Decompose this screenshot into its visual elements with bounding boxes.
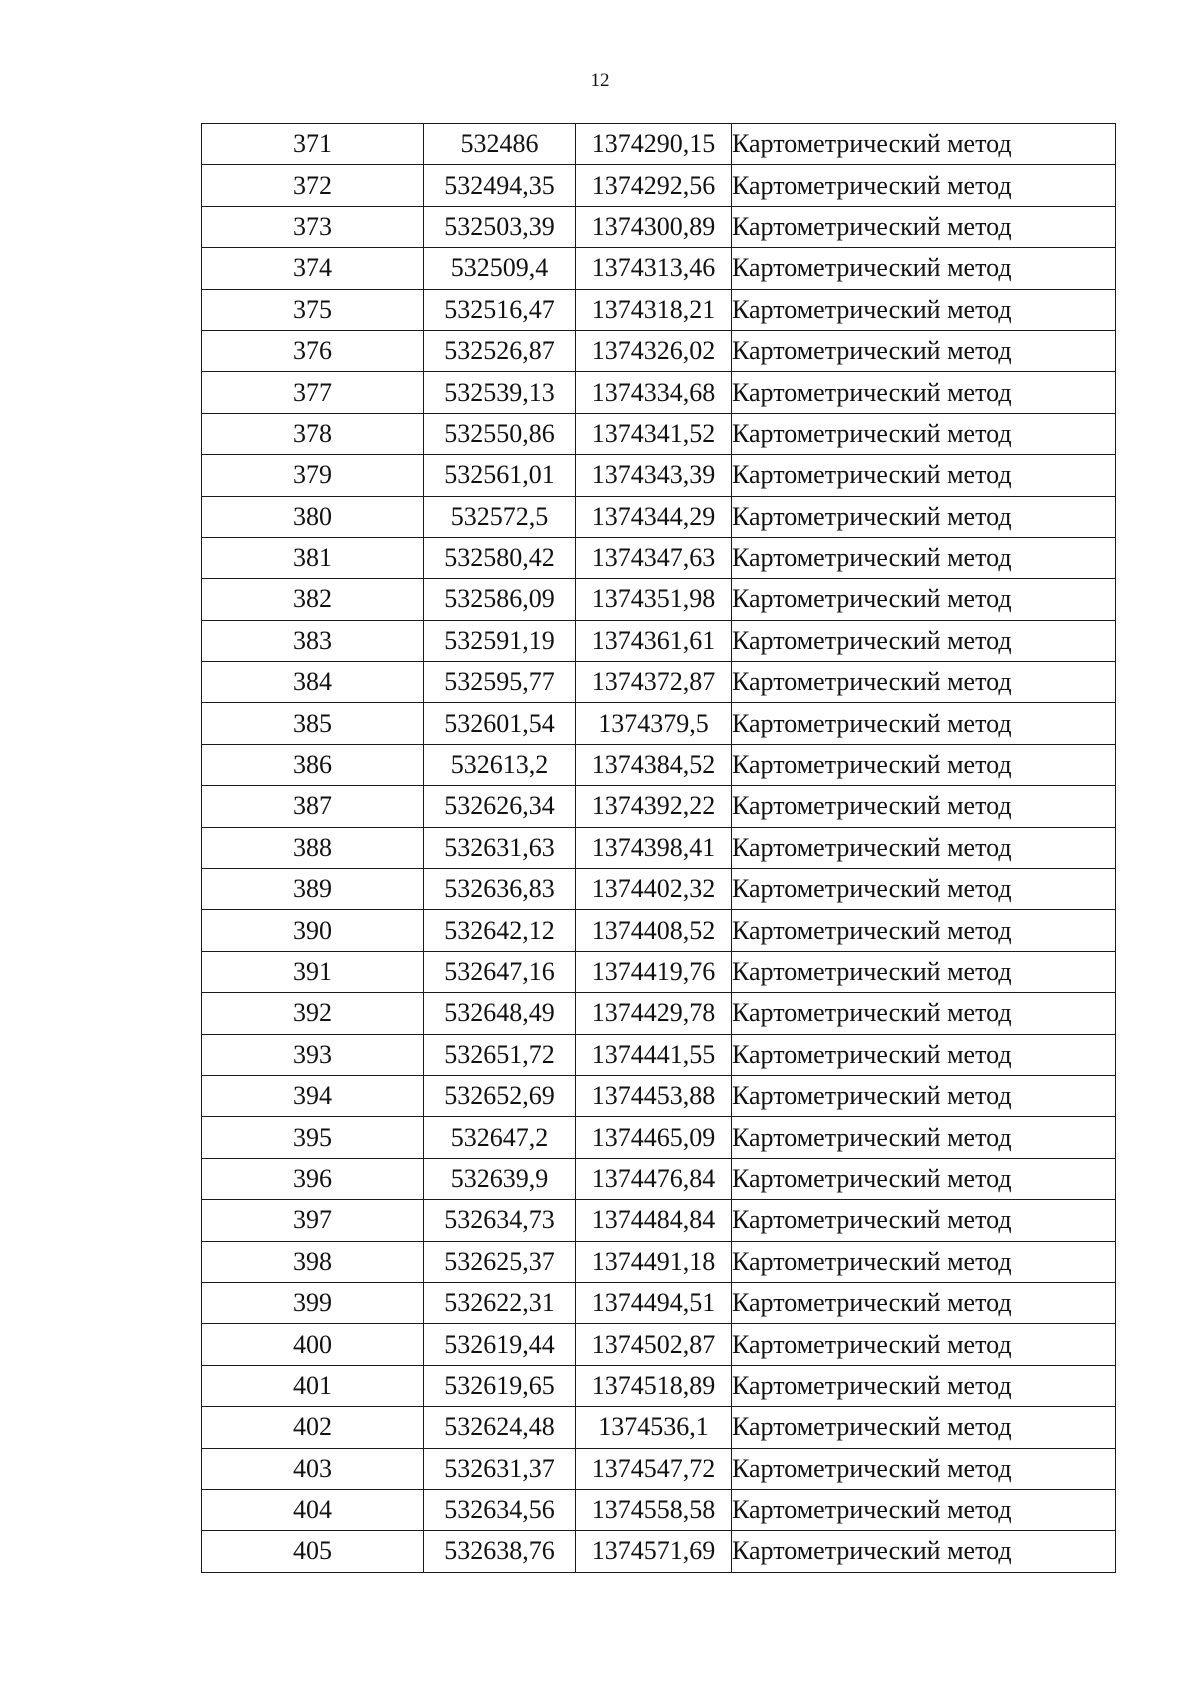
- y-coordinate-cell: 1374571,69: [576, 1531, 732, 1572]
- y-coordinate-cell: 1374372,87: [576, 662, 732, 703]
- coordinates-table-body: [202, 124, 1116, 1573]
- x-coordinate-cell: 532619,65: [424, 1365, 576, 1406]
- y-coordinate-cell: 1374290,15: [576, 124, 732, 165]
- x-coordinate-cell: 532631,37: [424, 1448, 576, 1489]
- table-row: [202, 744, 1116, 785]
- table-row: [202, 372, 1116, 413]
- x-coordinate-cell: 532561,01: [424, 455, 576, 496]
- table-row: [202, 165, 1116, 206]
- method-cell: Картометрический метод: [732, 993, 1116, 1034]
- method-cell: Картометрический метод: [732, 703, 1116, 744]
- y-coordinate-cell: 1374392,22: [576, 786, 732, 827]
- table-row: [202, 289, 1116, 330]
- x-coordinate-cell: 532647,2: [424, 1117, 576, 1158]
- point-number-cell: 371: [202, 124, 424, 165]
- table-row: [202, 1531, 1116, 1572]
- y-coordinate-cell: 1374292,56: [576, 165, 732, 206]
- y-coordinate-cell: 1374326,02: [576, 330, 732, 371]
- point-number-cell: 378: [202, 413, 424, 454]
- y-coordinate-cell: 1374408,52: [576, 910, 732, 951]
- point-number-cell: 373: [202, 206, 424, 247]
- x-coordinate-cell: 532486: [424, 124, 576, 165]
- method-cell: Картометрический метод: [732, 744, 1116, 785]
- y-coordinate-cell: 1374491,18: [576, 1241, 732, 1282]
- y-coordinate-cell: 1374402,32: [576, 869, 732, 910]
- x-coordinate-cell: 532580,42: [424, 537, 576, 578]
- y-coordinate-cell: 1374344,29: [576, 496, 732, 537]
- y-coordinate-cell: 1374341,52: [576, 413, 732, 454]
- point-number-cell: 382: [202, 579, 424, 620]
- point-number-cell: 372: [202, 165, 424, 206]
- method-cell: Картометрический метод: [732, 1489, 1116, 1530]
- table-row: [202, 869, 1116, 910]
- x-coordinate-cell: 532586,09: [424, 579, 576, 620]
- point-number-cell: 387: [202, 786, 424, 827]
- point-number-cell: 389: [202, 869, 424, 910]
- point-number-cell: 384: [202, 662, 424, 703]
- y-coordinate-cell: 1374343,39: [576, 455, 732, 496]
- table-row: [202, 330, 1116, 371]
- method-cell: Картометрический метод: [732, 455, 1116, 496]
- table-row: [202, 1200, 1116, 1241]
- point-number-cell: 402: [202, 1407, 424, 1448]
- table-row: [202, 910, 1116, 951]
- method-cell: Картометрический метод: [732, 413, 1116, 454]
- x-coordinate-cell: 532639,9: [424, 1158, 576, 1199]
- point-number-cell: 381: [202, 537, 424, 578]
- x-coordinate-cell: 532572,5: [424, 496, 576, 537]
- point-number-cell: 392: [202, 993, 424, 1034]
- method-cell: Картометрический метод: [732, 372, 1116, 413]
- method-cell: Картометрический метод: [732, 1034, 1116, 1075]
- method-cell: Картометрический метод: [732, 869, 1116, 910]
- method-cell: Картометрический метод: [732, 1282, 1116, 1323]
- method-cell: Картометрический метод: [732, 620, 1116, 661]
- table-row: [202, 662, 1116, 703]
- point-number-cell: 405: [202, 1531, 424, 1572]
- point-number-cell: 377: [202, 372, 424, 413]
- method-cell: Картометрический метод: [732, 496, 1116, 537]
- table-row: [202, 579, 1116, 620]
- x-coordinate-cell: 532595,77: [424, 662, 576, 703]
- x-coordinate-cell: 532651,72: [424, 1034, 576, 1075]
- y-coordinate-cell: 1374536,1: [576, 1407, 732, 1448]
- method-cell: Картометрический метод: [732, 910, 1116, 951]
- method-cell: Картометрический метод: [732, 165, 1116, 206]
- y-coordinate-cell: 1374379,5: [576, 703, 732, 744]
- method-cell: Картометрический метод: [732, 206, 1116, 247]
- method-cell: Картометрический метод: [732, 662, 1116, 703]
- method-cell: Картометрический метод: [732, 1158, 1116, 1199]
- table-row: [202, 1117, 1116, 1158]
- point-number-cell: 399: [202, 1282, 424, 1323]
- method-cell: Картометрический метод: [732, 579, 1116, 620]
- y-coordinate-cell: 1374313,46: [576, 248, 732, 289]
- table-row: [202, 1282, 1116, 1323]
- table-row: [202, 413, 1116, 454]
- point-number-cell: 374: [202, 248, 424, 289]
- method-cell: Картометрический метод: [732, 1448, 1116, 1489]
- table-row: [202, 1489, 1116, 1530]
- y-coordinate-cell: 1374476,84: [576, 1158, 732, 1199]
- method-cell: Картометрический метод: [732, 248, 1116, 289]
- method-cell: Картометрический метод: [732, 786, 1116, 827]
- table-row: [202, 620, 1116, 661]
- table-row: [202, 1158, 1116, 1199]
- method-cell: Картометрический метод: [732, 1365, 1116, 1406]
- x-coordinate-cell: 532636,83: [424, 869, 576, 910]
- y-coordinate-cell: 1374361,61: [576, 620, 732, 661]
- method-cell: Картометрический метод: [732, 951, 1116, 992]
- point-number-cell: 380: [202, 496, 424, 537]
- x-coordinate-cell: 532622,31: [424, 1282, 576, 1323]
- x-coordinate-cell: 532619,44: [424, 1324, 576, 1365]
- y-coordinate-cell: 1374465,09: [576, 1117, 732, 1158]
- point-number-cell: 394: [202, 1075, 424, 1116]
- y-coordinate-cell: 1374518,89: [576, 1365, 732, 1406]
- table-row: [202, 1034, 1116, 1075]
- x-coordinate-cell: 532494,35: [424, 165, 576, 206]
- y-coordinate-cell: 1374384,52: [576, 744, 732, 785]
- x-coordinate-cell: 532647,16: [424, 951, 576, 992]
- point-number-cell: 393: [202, 1034, 424, 1075]
- table-row: [202, 124, 1116, 165]
- point-number-cell: 404: [202, 1489, 424, 1530]
- x-coordinate-cell: 532631,63: [424, 827, 576, 868]
- method-cell: Картометрический метод: [732, 330, 1116, 371]
- x-coordinate-cell: 532613,2: [424, 744, 576, 785]
- method-cell: Картометрический метод: [732, 124, 1116, 165]
- y-coordinate-cell: 1374334,68: [576, 372, 732, 413]
- y-coordinate-cell: 1374398,41: [576, 827, 732, 868]
- x-coordinate-cell: 532652,69: [424, 1075, 576, 1116]
- y-coordinate-cell: 1374419,76: [576, 951, 732, 992]
- table-row: [202, 537, 1116, 578]
- coordinates-table: [201, 123, 1116, 1573]
- method-cell: Картометрический метод: [732, 1075, 1116, 1116]
- y-coordinate-cell: 1374429,78: [576, 993, 732, 1034]
- point-number-cell: 390: [202, 910, 424, 951]
- method-cell: Картометрический метод: [732, 289, 1116, 330]
- table-row: [202, 951, 1116, 992]
- y-coordinate-cell: 1374347,63: [576, 537, 732, 578]
- method-cell: Картометрический метод: [732, 537, 1116, 578]
- point-number-cell: 385: [202, 703, 424, 744]
- table-row: [202, 827, 1116, 868]
- x-coordinate-cell: 532539,13: [424, 372, 576, 413]
- x-coordinate-cell: 532503,39: [424, 206, 576, 247]
- point-number-cell: 379: [202, 455, 424, 496]
- point-number-cell: 396: [202, 1158, 424, 1199]
- point-number-cell: 391: [202, 951, 424, 992]
- table-row: [202, 993, 1116, 1034]
- method-cell: Картометрический метод: [732, 1407, 1116, 1448]
- table-row: [202, 248, 1116, 289]
- point-number-cell: 376: [202, 330, 424, 371]
- point-number-cell: 383: [202, 620, 424, 661]
- table-row: [202, 455, 1116, 496]
- y-coordinate-cell: 1374558,58: [576, 1489, 732, 1530]
- point-number-cell: 397: [202, 1200, 424, 1241]
- x-coordinate-cell: 532509,4: [424, 248, 576, 289]
- table-row: [202, 1365, 1116, 1406]
- table-row: [202, 1407, 1116, 1448]
- y-coordinate-cell: 1374502,87: [576, 1324, 732, 1365]
- y-coordinate-cell: 1374441,55: [576, 1034, 732, 1075]
- y-coordinate-cell: 1374318,21: [576, 289, 732, 330]
- table-row: [202, 206, 1116, 247]
- method-cell: Картометрический метод: [732, 827, 1116, 868]
- y-coordinate-cell: 1374453,88: [576, 1075, 732, 1116]
- x-coordinate-cell: 532642,12: [424, 910, 576, 951]
- x-coordinate-cell: 532591,19: [424, 620, 576, 661]
- table-row: [202, 496, 1116, 537]
- x-coordinate-cell: 532601,54: [424, 703, 576, 744]
- x-coordinate-cell: 532526,87: [424, 330, 576, 371]
- y-coordinate-cell: 1374300,89: [576, 206, 732, 247]
- table-row: [202, 703, 1116, 744]
- x-coordinate-cell: 532624,48: [424, 1407, 576, 1448]
- point-number-cell: 401: [202, 1365, 424, 1406]
- page-number: 12: [590, 70, 610, 91]
- point-number-cell: 403: [202, 1448, 424, 1489]
- point-number-cell: 400: [202, 1324, 424, 1365]
- point-number-cell: 386: [202, 744, 424, 785]
- x-coordinate-cell: 532638,76: [424, 1531, 576, 1572]
- x-coordinate-cell: 532626,34: [424, 786, 576, 827]
- y-coordinate-cell: 1374494,51: [576, 1282, 732, 1323]
- table-row: [202, 786, 1116, 827]
- point-number-cell: 398: [202, 1241, 424, 1282]
- y-coordinate-cell: 1374351,98: [576, 579, 732, 620]
- x-coordinate-cell: 532634,73: [424, 1200, 576, 1241]
- method-cell: Картометрический метод: [732, 1241, 1116, 1282]
- point-number-cell: 395: [202, 1117, 424, 1158]
- method-cell: Картометрический метод: [732, 1200, 1116, 1241]
- x-coordinate-cell: 532516,47: [424, 289, 576, 330]
- y-coordinate-cell: 1374484,84: [576, 1200, 732, 1241]
- x-coordinate-cell: 532550,86: [424, 413, 576, 454]
- table-row: [202, 1075, 1116, 1116]
- x-coordinate-cell: 532625,37: [424, 1241, 576, 1282]
- y-coordinate-cell: 1374547,72: [576, 1448, 732, 1489]
- method-cell: Картометрический метод: [732, 1117, 1116, 1158]
- x-coordinate-cell: 532634,56: [424, 1489, 576, 1530]
- x-coordinate-cell: 532648,49: [424, 993, 576, 1034]
- point-number-cell: 388: [202, 827, 424, 868]
- point-number-cell: 375: [202, 289, 424, 330]
- method-cell: Картометрический метод: [732, 1324, 1116, 1365]
- table-row: [202, 1448, 1116, 1489]
- method-cell: Картометрический метод: [732, 1531, 1116, 1572]
- table-row: [202, 1324, 1116, 1365]
- table-row: [202, 1241, 1116, 1282]
